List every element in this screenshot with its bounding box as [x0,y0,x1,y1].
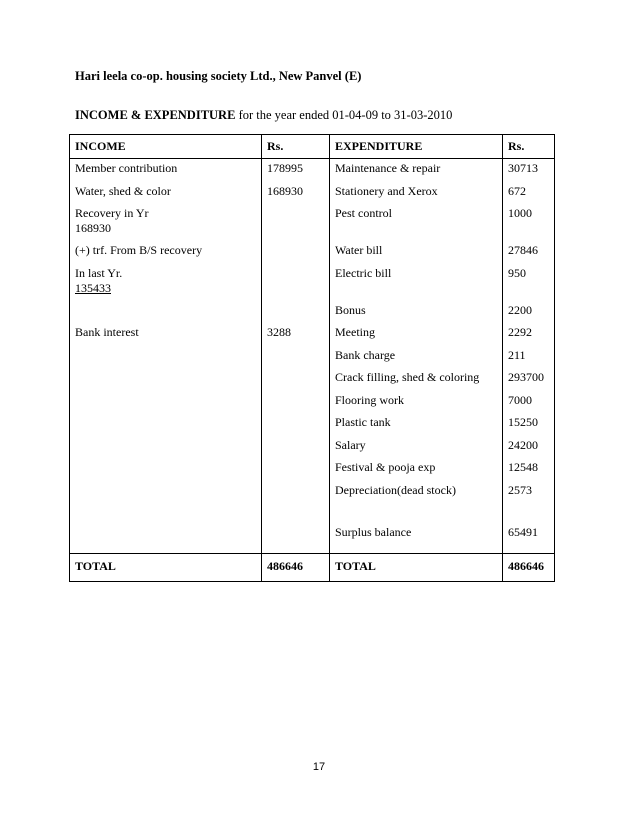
total-expenditure-label: TOTAL [330,553,503,581]
header-income: INCOME [70,135,262,159]
statement-period: for the year ended 01-04-09 to 31-03-2010 [235,108,453,122]
expenditure-cell: Stationery and Xerox [330,182,503,205]
expenditure-cell: Pest control [330,204,503,241]
empty-cell [262,546,330,554]
income-cell: Water, shed & color [70,182,262,205]
table-row [70,346,555,369]
income-sub-value: 168930 [75,221,111,235]
empty-cell [330,503,503,523]
income-label: In last Yr. [75,265,123,280]
income-cell: Bank interest [70,323,262,346]
expenditure-amount-cell: 27846 [503,241,555,264]
income-cell [70,346,262,369]
expenditure-cell: Depreciation(dead stock) [330,481,503,504]
income-cell [70,481,262,504]
table-row [70,182,555,205]
table-row [70,368,555,391]
income-cell: Member contribution [70,159,262,182]
income-amount-cell [262,368,330,391]
income-amount-cell: 3288 [262,323,330,346]
income-expenditure-table [69,134,555,582]
income-amount-cell [262,436,330,459]
income-label: Recovery in Yr [75,206,149,220]
empty-cell [70,546,262,554]
table-row [70,159,555,182]
empty-cell [262,503,330,523]
society-name-heading: Hari leela co-op. housing society Ltd., New Panvel (E) [75,69,362,83]
page-number: 17 [312,761,326,773]
income-cell: (+) trf. From B/S recovery [70,241,262,264]
expenditure-cell: Water bill [330,241,503,264]
table-row [70,481,555,504]
expenditure-amount-cell: 65491 [503,523,555,546]
expenditure-amount-cell: 2292 [503,323,555,346]
expenditure-cell: Surplus balance [330,523,503,546]
expenditure-cell: Crack filling, shed & coloring [330,368,503,391]
empty-cell [330,546,503,554]
income-cell [70,264,262,301]
expenditure-cell: Festival & pooja exp [330,458,503,481]
expenditure-amount-cell: 1000 [503,204,555,241]
expenditure-amount-cell: 2200 [503,301,555,324]
table-row [70,204,555,241]
header-income-rs: Rs. [262,135,330,159]
expenditure-cell: Meeting [330,323,503,346]
income-amount-cell: 168930 [262,182,330,205]
income-cell [70,523,262,546]
income-sub-value: 135433 [75,280,111,295]
total-expenditure-amount: 486646 [503,553,555,581]
income-cell [70,391,262,414]
income-amount-cell: 178995 [262,159,330,182]
expenditure-amount-cell: 950 [503,264,555,301]
expenditure-cell: Maintenance & repair [330,159,503,182]
expenditure-amount-cell: 30713 [503,159,555,182]
income-amount-cell [262,301,330,324]
table-row [70,523,555,546]
expenditure-cell: Electric bill [330,264,503,301]
empty-cell [70,503,262,523]
expenditure-cell: Plastic tank [330,413,503,436]
table-row [70,458,555,481]
table-row [70,241,555,264]
table-spacer-row [70,503,555,523]
expenditure-cell: Flooring work [330,391,503,414]
income-cell [70,458,262,481]
income-amount-cell [262,241,330,264]
income-cell [70,413,262,436]
empty-cell [503,503,555,523]
expenditure-amount-cell: 672 [503,182,555,205]
table-row [70,436,555,459]
expenditure-amount-cell: 12548 [503,458,555,481]
expenditure-amount-cell: 211 [503,346,555,369]
income-amount-cell [262,204,330,241]
income-amount-cell [262,413,330,436]
header-expenditure-rs: Rs. [503,135,555,159]
total-income-label: TOTAL [70,553,262,581]
expenditure-cell: Bonus [330,301,503,324]
table-row [70,301,555,324]
header-expenditure: EXPENDITURE [330,135,503,159]
expenditure-amount-cell: 7000 [503,391,555,414]
total-row [70,553,555,581]
table-header-row [70,135,555,159]
table-spacer-row [70,546,555,554]
table-row [70,264,555,301]
income-amount-cell [262,264,330,301]
income-cell [70,204,262,241]
income-cell [70,436,262,459]
statement-title: INCOME & EXPENDITURE [75,108,236,122]
income-amount-cell [262,458,330,481]
income-amount-cell [262,391,330,414]
income-amount-cell [262,481,330,504]
income-amount-cell [262,523,330,546]
expenditure-amount-cell: 24200 [503,436,555,459]
expenditure-cell: Bank charge [330,346,503,369]
total-income-amount: 486646 [262,553,330,581]
empty-cell [503,546,555,554]
statement-heading [75,108,452,123]
table-row [70,323,555,346]
table-row [70,391,555,414]
income-cell [70,301,262,324]
income-amount-cell [262,346,330,369]
expenditure-amount-cell: 15250 [503,413,555,436]
expenditure-amount-cell: 293700 [503,368,555,391]
expenditure-cell: Salary [330,436,503,459]
table-row [70,413,555,436]
expenditure-amount-cell: 2573 [503,481,555,504]
income-cell [70,368,262,391]
